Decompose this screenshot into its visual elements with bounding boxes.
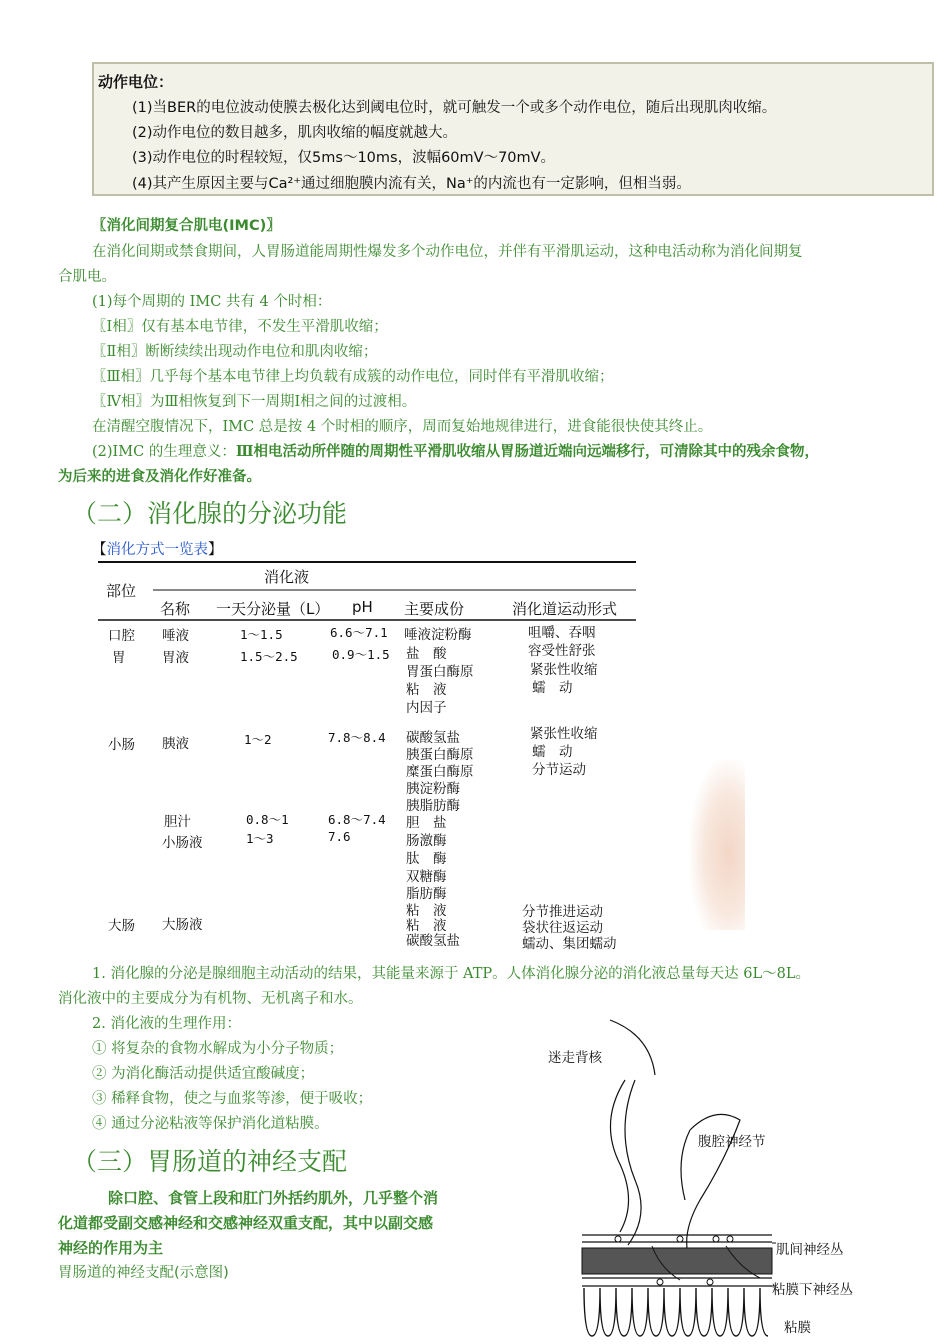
- table-caption: 【消化方式一览表】: [92, 542, 223, 558]
- imc-phase-3: 〖Ⅲ相〗几乎每个基本电节律上均负载有成簇的动作电位，同时伴有平滑肌收缩；: [92, 369, 614, 385]
- imc-paragraph-3: 在清醒空腹情况下，IMC 总是按 4 个时相的顺序，周而复始地规律进行，进食能很快使其终止。: [92, 419, 713, 435]
- section-3-title: （三）胃肠道的神经支配: [72, 1147, 348, 1176]
- imc-phase-2: 〖Ⅱ相〗断断续续出现动作电位和肌肉收缩；: [92, 344, 378, 360]
- label-celiac-ganglion: 腹腔神经节: [698, 1134, 766, 1150]
- gland-function-4: ④ 通过分泌粘液等保护消化道粘膜。: [92, 1116, 329, 1132]
- imc-paragraph-1a: 在消化间期或禁食期间，人胃肠道能周期性爆发多个动作电位，并伴有平滑肌运动，这种电活动称为消化间期复: [92, 244, 803, 260]
- ph-gastric: 0.9～1.5: [332, 647, 390, 662]
- comp-item: 粘 液: [406, 918, 447, 934]
- table-caption-link[interactable]: 消化方式一览表: [106, 542, 208, 558]
- site-mouth: 口腔: [108, 628, 135, 644]
- comp-item: 盐 酸: [406, 646, 447, 662]
- comp-item: 糜蛋白酶原: [406, 764, 474, 780]
- comp-item: 粘 液: [406, 903, 447, 919]
- comp-item: 胃蛋白酶原: [406, 664, 474, 680]
- motion-item: 紧张性收缩: [530, 726, 598, 742]
- comp-item: 胰淀粉酶: [406, 781, 460, 797]
- label-vagus-nucleus: 迷走背核: [548, 1050, 602, 1066]
- box-line-1: (1)当BER的电位波动使膜去极化达到阈电位时，就可触发一个或多个动作电位，随后出现肌肉收缩。: [132, 100, 777, 116]
- motion-item: 蠕动、集团蠕动: [522, 936, 617, 952]
- motion-item: 分节推进运动: [522, 904, 603, 920]
- site-stomach: 胃: [112, 650, 126, 666]
- juice-pancreatic: 胰液: [162, 736, 189, 752]
- juice-intestinal: 小肠液: [162, 835, 203, 851]
- header-site: 部位: [106, 582, 137, 600]
- ph-bile: 6.8～7.4: [328, 812, 386, 827]
- comp-item: 唾液淀粉酶: [404, 627, 472, 643]
- ph-pancreatic: 7.8～8.4: [328, 730, 386, 745]
- juice-bile: 胆汁: [164, 814, 191, 830]
- action-potential-box: [92, 62, 934, 196]
- motion-item: 分节运动: [532, 762, 586, 778]
- imc-significance-bold-2: 为后来的进食及消化作好准备。: [58, 468, 261, 485]
- gland-paragraph-2: 2. 消化液的生理作用：: [92, 1016, 241, 1032]
- box-title: 动作电位：: [98, 73, 174, 91]
- nerve-text-2: 化道都受副交感神经和交感神经双重支配，其中以副交感: [58, 1214, 434, 1232]
- box-line-3: (3)动作电位的时程较短，仅5ms～10ms，波幅60mV～70mV。: [132, 150, 556, 166]
- comp-item: 内因子: [406, 700, 447, 716]
- motion-item: 紧张性收缩: [530, 662, 598, 678]
- label-submucosal-plexus: 粘膜下神经丛: [772, 1282, 853, 1298]
- ph-saliva: 6.6～7.1: [330, 625, 388, 640]
- header-ph: pH: [352, 598, 373, 616]
- header-juice: 消化液: [264, 568, 310, 586]
- comp-item: 肠激酶: [406, 833, 447, 849]
- nerve-text-3: 神经的作用为主: [58, 1239, 164, 1257]
- diagram-caption: 胃肠道的神经支配(示意图): [58, 1265, 229, 1281]
- comp-item: 胆 盐: [406, 815, 447, 831]
- gland-function-1: ① 将复杂的食物水解成为小分子物质；: [92, 1041, 344, 1057]
- motion-item: 袋状往返运动: [522, 920, 603, 936]
- nerve-diagram: [540, 1010, 900, 1344]
- gland-paragraph-1a: 1. 消化腺的分泌是腺细胞主动活动的结果，其能量来源于 ATP。人体消化腺分泌的消化液总量每天达 6L～8L。: [92, 966, 810, 982]
- imc-paragraph-1b: 合肌电。: [58, 269, 116, 285]
- motion-item: 容受性舒张: [528, 643, 596, 659]
- juice-large-intestine: 大肠液: [162, 917, 203, 933]
- amount-intestinal: 1～3: [246, 831, 274, 846]
- imc-significance: [92, 440, 819, 461]
- comp-item: 碳酸氢盐: [406, 933, 460, 949]
- amount-saliva: 1～1.5: [240, 627, 283, 642]
- nerve-text-1: 除口腔、食管上段和肛门外括约肌外，几乎整个消: [108, 1189, 439, 1207]
- header-composition: 主要成份: [404, 600, 465, 618]
- digestion-table: [98, 560, 738, 950]
- section-2-title: （二）消化腺的分泌功能: [72, 499, 348, 528]
- gland-function-3: ③ 稀释食物，使之与血浆等渗，便于吸收；: [92, 1091, 373, 1107]
- comp-item: 胰脂肪酶: [406, 798, 460, 814]
- comp-item: 脂肪酶: [406, 886, 447, 902]
- motion-item: 咀嚼、吞咽: [528, 625, 596, 641]
- label-myenteric-plexus: 肌间神经丛: [776, 1242, 844, 1258]
- ph-intestinal: 7.6: [328, 829, 351, 844]
- imc-phase-1: 〖Ⅰ相〗仅有基本电节律，不发生平滑肌收缩；: [92, 319, 388, 335]
- gland-function-2: ② 为消化酶活动提供适宜酸碱度；: [92, 1066, 315, 1082]
- imc-significance-bold: Ⅲ相电活动所伴随的周期性平滑肌收缩从胃肠道近端向远端移行，可清除其中的残余食物，: [235, 443, 819, 460]
- header-name: 名称: [160, 600, 191, 618]
- amount-pancreatic: 1～2: [244, 732, 272, 747]
- amount-gastric: 1.5～2.5: [240, 649, 298, 664]
- label-mucosa: 粘膜: [784, 1320, 811, 1336]
- imc-phase-count: (1)每个周期的 IMC 共有 4 个时相：: [92, 294, 332, 310]
- motion-item: 蠕 动: [532, 744, 573, 760]
- imc-phase-4: 〖Ⅳ相〗为Ⅲ相恢复到下一周期Ⅰ相之间的过渡相。: [92, 394, 417, 410]
- imc-heading: 〖消化间期复合肌电(IMC)〗: [92, 218, 281, 234]
- header-motion: 消化道运动形式: [512, 600, 618, 618]
- comp-item: 胰蛋白酶原: [406, 747, 474, 763]
- comp-item: 双糖酶: [406, 869, 447, 885]
- motion-item: 蠕 动: [532, 680, 573, 696]
- box-line-4: (4)其产生原因主要与Ca²⁺通过细胞膜内流有关，Na⁺的内流也有一定影响，但相当弱。: [132, 176, 691, 192]
- comp-item: 粘 液: [406, 682, 447, 698]
- site-large-intestine: 大肠: [108, 918, 135, 934]
- comp-item: 碳酸氢盐: [406, 730, 460, 746]
- site-small-intestine: 小肠: [108, 737, 135, 753]
- juice-saliva: 唾液: [162, 628, 189, 644]
- gland-paragraph-1b: 消化液中的主要成分为有机物、无机离子和水。: [58, 991, 363, 1007]
- comp-item: 肽 酶: [406, 851, 447, 867]
- juice-gastric: 胃液: [162, 650, 189, 666]
- amount-bile: 0.8～1: [246, 812, 289, 827]
- header-amount: 一天分泌量（L）: [216, 600, 330, 618]
- box-line-2: (2)动作电位的数目越多，肌肉收缩的幅度就越大。: [132, 125, 458, 141]
- imc-significance-lead: (2)IMC 的生理意义：: [92, 444, 236, 460]
